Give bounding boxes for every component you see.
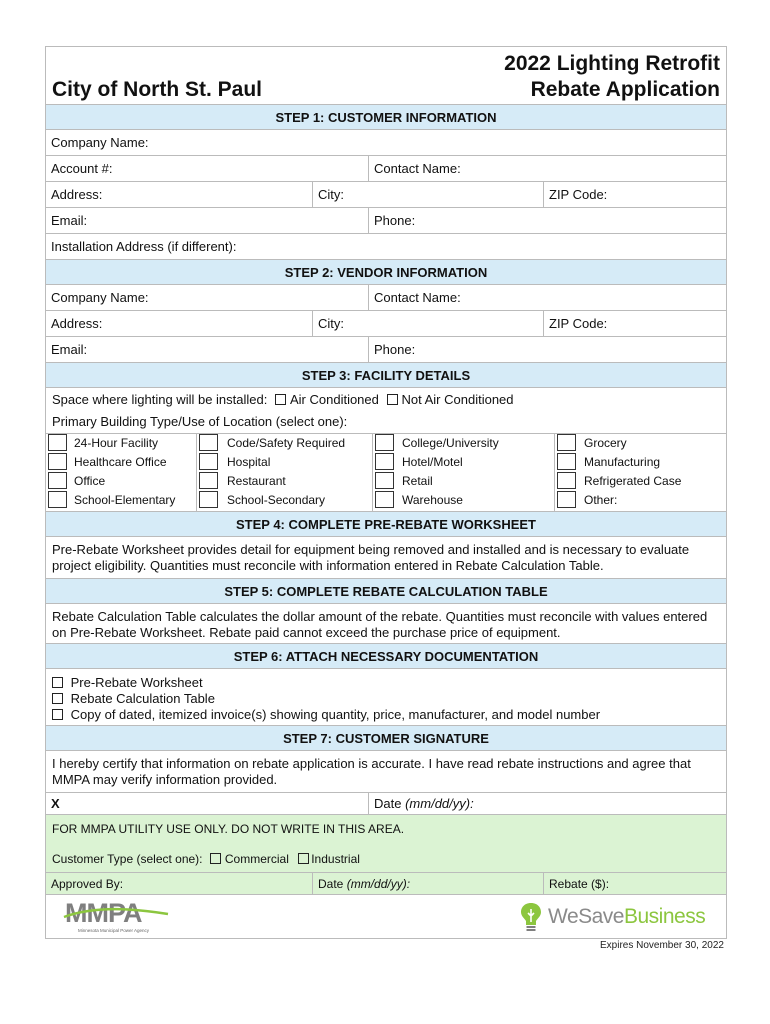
documentation-item[interactable]	[48, 691, 726, 707]
step3-heading: STEP 3: FACILITY DETAILS	[46, 363, 726, 388]
documentation-list	[46, 669, 726, 726]
vendor-phone-field[interactable]: Phone:	[368, 337, 726, 362]
building-option-label: Refrigerated Case	[584, 474, 682, 488]
building-option[interactable]	[48, 434, 67, 453]
step1-email-row	[46, 208, 726, 234]
step2-address-row	[46, 311, 726, 337]
documentation-checkbox[interactable]	[52, 709, 63, 720]
step1-account-row	[46, 156, 726, 182]
space-label: Space where lighting will be installed:	[52, 392, 268, 407]
customer-phone-field[interactable]: Phone:	[368, 208, 726, 233]
step2-heading: STEP 2: VENDOR INFORMATION	[46, 260, 726, 285]
building-option[interactable]	[557, 434, 576, 453]
documentation-checkbox[interactable]	[52, 693, 63, 704]
lightbulb-icon	[520, 901, 542, 933]
approval-date-field[interactable]	[312, 873, 543, 894]
signature-field[interactable]: X	[51, 796, 60, 811]
building-option-label: Healthcare Office	[74, 455, 167, 469]
space-row	[46, 388, 726, 412]
building-option[interactable]	[199, 472, 218, 491]
documentation-checkbox[interactable]	[52, 677, 63, 688]
building-checkbox[interactable]	[48, 491, 67, 508]
building-option[interactable]	[375, 453, 394, 472]
step5-text: Rebate Calculation Table calculates the dollar amount of the rebate. Quantities must reconcile with values entered on Pre-Rebate Worksheet. Rebate paid cannot exceed the purchase price of equipment.	[46, 604, 726, 644]
building-checkbox[interactable]	[48, 453, 67, 470]
building-option-label: Restaurant	[227, 474, 286, 488]
step4-heading: STEP 4: COMPLETE PRE-REBATE WORKSHEET	[46, 512, 726, 537]
step1-heading: STEP 1: CUSTOMER INFORMATION	[46, 105, 726, 130]
form-title-line1: 2022 Lighting Retrofit	[504, 52, 720, 75]
building-option-label: 24-Hour Facility	[74, 436, 159, 450]
building-option[interactable]	[48, 472, 67, 491]
building-option-label: Grocery	[584, 436, 627, 450]
building-checkbox[interactable]	[375, 453, 394, 470]
air-conditioned-checkbox[interactable]	[275, 394, 286, 405]
building-option-label: Code/Safety Required	[227, 436, 346, 450]
building-option-label: College/University	[402, 436, 499, 450]
building-type-label: Primary Building Type/Use of Location (select one):	[52, 414, 348, 429]
building-checkbox[interactable]	[199, 453, 218, 470]
mmpa-logo-graphic	[62, 897, 172, 935]
vendor-address-field[interactable]: Address:	[51, 316, 103, 331]
building-option-label: School-Secondary	[227, 493, 326, 507]
building-option[interactable]	[48, 453, 67, 472]
building-checkbox[interactable]	[199, 491, 218, 508]
building-option[interactable]	[199, 453, 218, 472]
building-option[interactable]	[557, 491, 576, 510]
expiration-notice: Expires November 30, 2022	[600, 940, 724, 951]
signature-row	[46, 793, 726, 815]
approved-by-field[interactable]: Approved By:	[51, 877, 124, 891]
step4-text: Pre-Rebate Worksheet provides detail for equipment being removed and installed and is necessary to evaluate project eligibility. Quantities must reconcile with information entered in Rebate Calculation Table.	[46, 537, 726, 579]
building-option-label: School-Elementary	[74, 493, 176, 507]
customer-city-field[interactable]: City:	[312, 182, 543, 207]
approval-row	[46, 873, 726, 895]
step5-heading: STEP 5: COMPLETE REBATE CALCULATION TABLE	[46, 579, 726, 604]
customer-account-field[interactable]: Account #:	[51, 161, 113, 176]
building-checkbox[interactable]	[375, 472, 394, 489]
customer-address-field[interactable]: Address:	[51, 187, 103, 202]
industrial-label: Industrial	[311, 852, 360, 866]
documentation-item[interactable]	[48, 707, 726, 723]
step7-text: I hereby certify that information on rebate application is accurate. I have read rebate instructions and agree that MMPA may verify information provided.	[46, 751, 726, 793]
rebate-amount-field[interactable]: Rebate ($):	[543, 873, 726, 894]
customer-company-name-field[interactable]: Company Name:	[51, 135, 149, 150]
customer-type-row	[52, 852, 360, 866]
grid-divider	[196, 434, 197, 512]
grid-divider	[554, 434, 555, 512]
building-option-label: Retail	[402, 474, 433, 488]
building-option-label: Office	[74, 474, 106, 488]
utility-use-area	[46, 815, 726, 873]
step2-company-row	[46, 285, 726, 311]
step6-heading: STEP 6: ATTACH NECESSARY DOCUMENTATION	[46, 644, 726, 669]
building-checkbox[interactable]	[375, 434, 394, 451]
wesave-text: WeSave	[548, 905, 624, 928]
logo-row	[46, 895, 726, 938]
date-label: Date	[374, 796, 402, 811]
vendor-city-field[interactable]: City:	[312, 311, 543, 336]
step1-install-row	[46, 234, 726, 260]
building-option[interactable]	[199, 434, 218, 453]
date-format: (mm/dd/yy):	[405, 796, 474, 811]
business-text: Business	[624, 905, 706, 928]
vendor-zip-field[interactable]: ZIP Code:	[543, 311, 726, 336]
building-option[interactable]	[557, 453, 576, 472]
building-checkbox[interactable]	[557, 491, 576, 508]
customer-zip-field[interactable]: ZIP Code:	[543, 182, 726, 207]
building-option-label: Hotel/Motel	[402, 455, 463, 469]
approval-date-label: Date	[318, 877, 344, 891]
customer-type-label: Customer Type (select one):	[52, 852, 203, 866]
building-option[interactable]	[557, 472, 576, 491]
step1-address-row	[46, 182, 726, 208]
documentation-item[interactable]	[48, 675, 726, 691]
wesave-business-wordmark	[548, 905, 705, 929]
commercial-label: Commercial	[224, 852, 289, 866]
building-checkbox[interactable]	[557, 434, 576, 451]
vendor-contact-name-field[interactable]: Contact Name:	[368, 285, 726, 310]
mmpa-tagline: Minnesota Municipal Power Agency	[78, 928, 150, 933]
building-checkbox[interactable]	[199, 472, 218, 489]
documentation-item-label: Copy of dated, itemized invoice(s) showing quantity, price, manufacturer, and model number	[70, 707, 601, 722]
air-conditioned-label: Air Conditioned	[289, 392, 379, 407]
building-option[interactable]	[375, 434, 394, 453]
mmpa-logo	[62, 897, 172, 935]
step1-company-row	[46, 130, 726, 156]
building-option[interactable]	[48, 491, 67, 510]
rebate-application-form	[45, 46, 727, 939]
building-checkbox[interactable]	[48, 434, 67, 451]
building-checkbox[interactable]	[48, 472, 67, 489]
installation-address-field[interactable]: Installation Address (if different):	[51, 239, 237, 254]
building-checkbox[interactable]	[199, 434, 218, 451]
building-option-label: Manufacturing	[584, 455, 661, 469]
approval-date-format: (mm/dd/yy):	[346, 877, 411, 891]
utility-notice: FOR MMPA UTILITY USE ONLY. DO NOT WRITE IN THIS AREA.	[52, 822, 405, 836]
not-air-conditioned-checkbox[interactable]	[387, 394, 398, 405]
building-option[interactable]	[375, 472, 394, 491]
building-option[interactable]	[375, 491, 394, 510]
documentation-item-label: Pre-Rebate Worksheet	[70, 675, 203, 690]
form-title-line2: Rebate Application	[530, 78, 720, 101]
building-option-label: Warehouse	[402, 493, 463, 507]
signature-date-field[interactable]	[368, 793, 726, 814]
step2-email-row	[46, 337, 726, 363]
customer-contact-name-field[interactable]: Contact Name:	[368, 156, 726, 181]
building-checkbox[interactable]	[557, 472, 576, 489]
form-title	[504, 51, 720, 103]
building-option[interactable]	[199, 491, 218, 510]
step7-heading: STEP 7: CUSTOMER SIGNATURE	[46, 726, 726, 751]
grid-divider	[372, 434, 373, 512]
customer-email-field[interactable]: Email:	[51, 213, 88, 228]
building-option-label: Hospital	[227, 455, 271, 469]
vendor-email-field[interactable]: Email:	[51, 342, 88, 357]
vendor-company-name-field[interactable]: Company Name:	[51, 290, 149, 305]
building-option-label: Other:	[584, 493, 618, 507]
commercial-checkbox[interactable]	[210, 853, 221, 864]
building-checkbox[interactable]	[375, 491, 394, 508]
building-type-grid	[46, 434, 726, 512]
form-title-row	[46, 47, 726, 105]
documentation-item-label: Rebate Calculation Table	[70, 691, 215, 706]
building-checkbox[interactable]	[557, 453, 576, 470]
building-type-row	[46, 412, 726, 434]
industrial-checkbox[interactable]	[298, 853, 309, 864]
city-name: City of North St. Paul	[52, 78, 262, 101]
not-air-conditioned-label: Not Air Conditioned	[401, 392, 514, 407]
mmpa-logo-text: MMPA	[65, 898, 142, 928]
